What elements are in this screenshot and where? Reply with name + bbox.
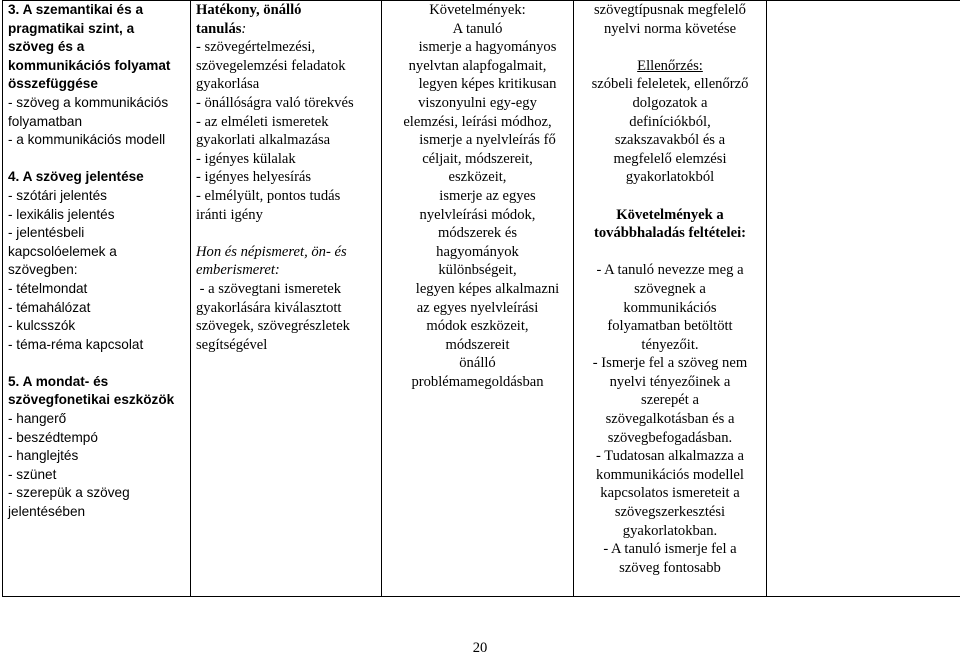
progression-lines: - A tanuló nevezze meg a szövegnek a kommunikációs folyamatban betöltött tényezőit. - Ismerje fel a szöveg nem nyelvi tényezőinek a szerepét a szövegalkotásban és a szövegbefogadásban. - Tudatosan alkalmazza a kommunikációs modellel kapcsolatos ismereteit a szövegszerkesztési gyakorlatokban. - A tanuló ismerje fel a szöveg fontosabb xyxy=(592,262,748,576)
empty-cell xyxy=(767,1,960,597)
requirements-subject: A tanuló xyxy=(452,20,503,37)
assessment-heading: Ellenőrzés: xyxy=(637,57,703,74)
skills-items: - szövegértelmezési, szövegelemzési feladatok gyakorlása - önállóságra való törekvés - az elméleti ismeretek gyakorlati alkalmazása - igényes külalak - igényes helyesírás - elmélyült, pontos tudás iránti igény xyxy=(196,39,354,223)
section-5-items: - hangerő - beszédtempó - hanglejtés - szünet - szerepük a szöveg jelentésében xyxy=(8,411,130,520)
ethnography-heading: Hon és népismeret, ön- és emberismeret: xyxy=(196,243,347,279)
requirements-cell: Követelmények: A tanuló ismerje a hagyományos nyelvtan alapfogalmait, legyen képes kritikusan viszonyulni egy-egy elemzési, leírási módhoz, ismerje a nyelvleírás fő céljait, módszereit, eszközeit, ismerje az egyes nyelvleírási módok, módszerek és hagyományok különbségeit, legyen képes alkalmazni az egyes nyelvleírási módok eszközeit, módszereit önálló problémamegoldásban xyxy=(382,1,574,597)
ethnography-items: - a szövegtani ismeretek gyakorlására kiválasztott szövegek, szövegrészletek segítségével xyxy=(196,280,350,353)
section-3-items: - szöveg a kommunikációs folyamatban - a kommunikációs modell xyxy=(8,94,169,148)
skills-heading: Hatékony, önálló xyxy=(196,2,302,18)
section-3-title: 3. A szemantikai és a pragmatikai szint, a szöveg és a kommunikációs folyamat összefüggése xyxy=(8,2,171,92)
assessment-lines: szóbeli feleletek, ellenőrző dolgozatok a definíciókból, szakszavakból és a megfelelő elemzési gyakorlatokból xyxy=(591,76,749,186)
topics-cell xyxy=(3,1,191,597)
requirements-heading: Követelmények: xyxy=(429,2,526,18)
skills-cell xyxy=(191,1,382,597)
section-5-title: 5. A mondat- és szövegfonetikai eszközök xyxy=(8,373,175,408)
page-number: 20 xyxy=(472,640,488,656)
assessment-cell: szövegtípusnak megfelelő nyelvi norma követése Ellenőrzés: szóbeli feleletek, ellenőrző dolgozatok a definíciókból, szakszavakból és a megfelelő elemzési gyakorlatokból Követelmények a továbbhaladás feltételei: - A tanuló nevezze meg a szövegnek a kommunikációs folyamatban betöltött tényezőit. - Ismerje fel a szöveg nem nyelvi tényezőinek a szerepét a szövegalkotásban és a szövegbefogadásban. - Tudatosan alkalmazza a kommunikációs modellel kapcsolatos ismereteit a szövegszerkesztési gyakorlatokban. - A tanuló ismerje fel a szöveg fontosabb xyxy=(574,1,767,597)
curriculum-table xyxy=(2,0,960,597)
section-4-items: - szótári jelentés - lexikális jelentés - jelentésbeli kapcsolóelemek a szövegben: - tételmondat - témahálózat - kulcsszók - téma-réma kapcsolat xyxy=(8,187,144,352)
skills-heading-line2: tanulás: xyxy=(196,20,247,37)
section-4-title: 4. A szöveg jelentése xyxy=(8,169,144,185)
table-row xyxy=(3,1,960,597)
progression-heading: Követelmények a továbbhaladás feltételei: xyxy=(593,206,746,242)
